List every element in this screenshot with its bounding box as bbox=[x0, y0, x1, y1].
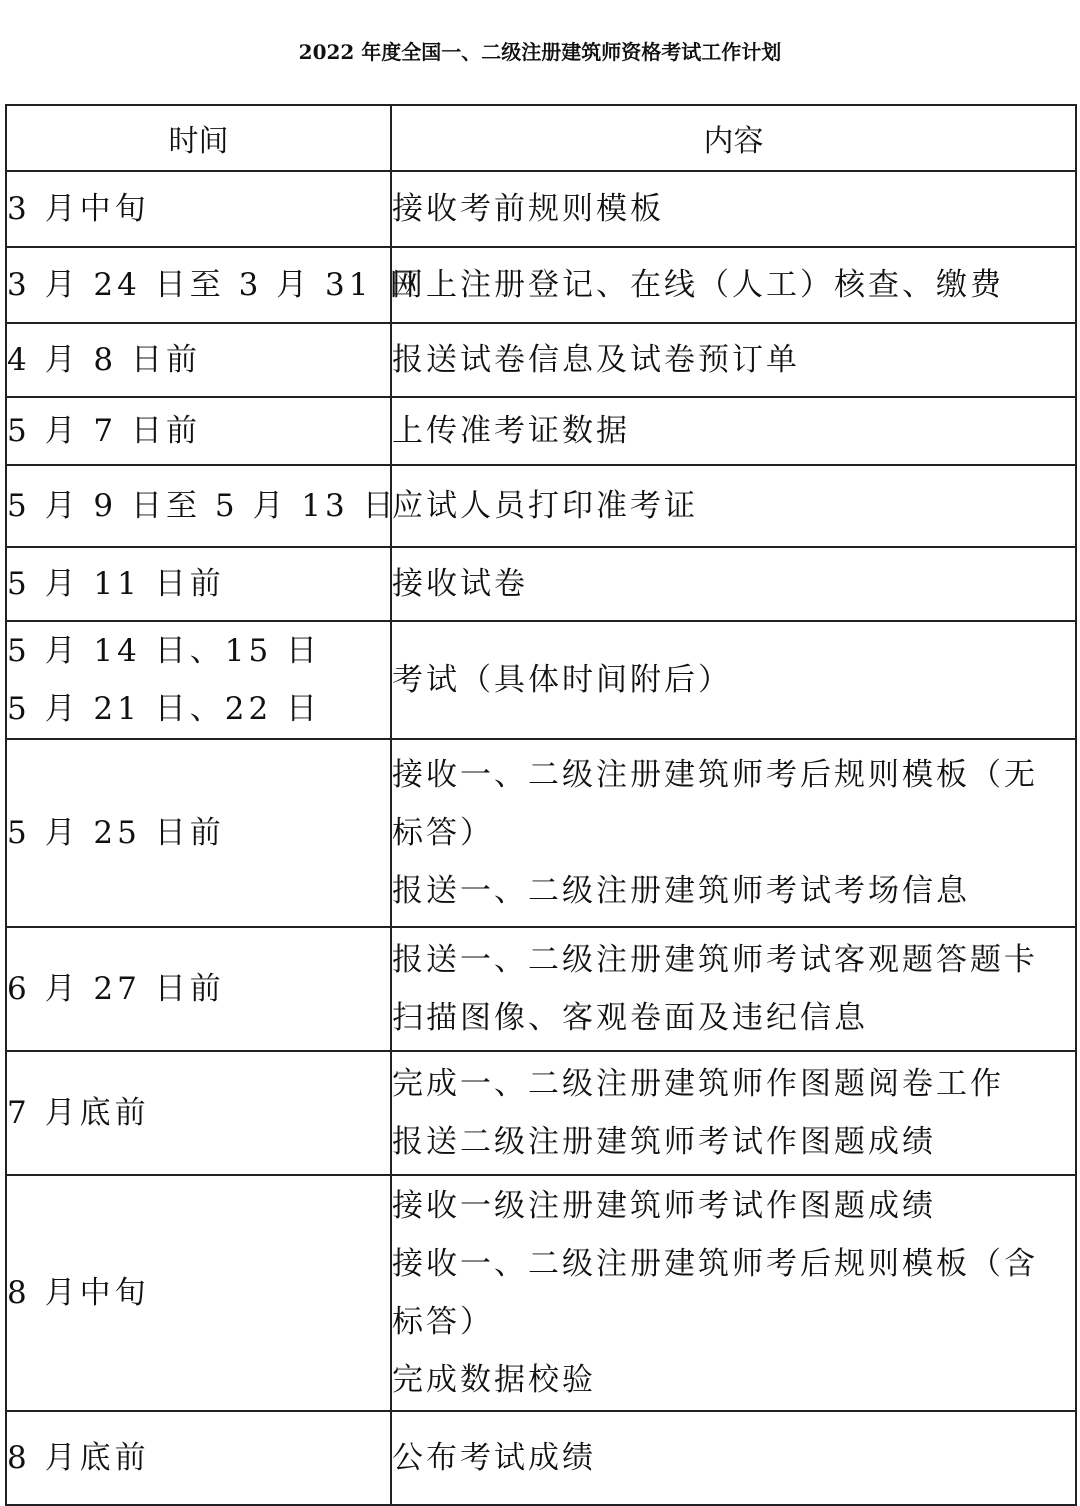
time-text: 5 月 14 日、15 日 bbox=[7, 633, 322, 669]
content-text: 扫描图像、客观卷面及违纪信息 bbox=[392, 1000, 868, 1036]
time-text: 5 月 11 日前 bbox=[7, 566, 225, 602]
time-text: 5 月 7 日前 bbox=[7, 413, 202, 449]
column-header-time: 时间 bbox=[6, 105, 391, 171]
content-text: 报送一、二级注册建筑师考试客观题答题卡 bbox=[392, 942, 1038, 978]
content-cell bbox=[391, 1175, 1076, 1411]
content-text: 完成数据校验 bbox=[392, 1362, 596, 1398]
page-title: 2022 年度全国一、二级注册建筑师资格考试工作计划 bbox=[298, 40, 782, 64]
content-cell bbox=[391, 547, 1076, 621]
schedule-table bbox=[5, 104, 1077, 1506]
time-text: 6 月 27 日前 bbox=[7, 971, 225, 1007]
time-cell bbox=[6, 927, 391, 1051]
time-text: 5 月 25 日前 bbox=[7, 815, 225, 851]
content-text: 公布考试成绩 bbox=[392, 1440, 596, 1476]
time-cell bbox=[6, 621, 391, 739]
time-cell bbox=[6, 1411, 391, 1505]
time-cell bbox=[6, 739, 391, 927]
time-cell bbox=[6, 397, 391, 465]
time-text: 3 月 24 日至 3 月 31 日 bbox=[7, 267, 422, 303]
time-text: 7 月底前 bbox=[7, 1095, 150, 1131]
time-cell bbox=[6, 547, 391, 621]
table-row bbox=[6, 621, 1076, 739]
content-text: 报送一、二级注册建筑师考试考场信息 bbox=[392, 873, 970, 909]
content-text: 网上注册登记、在线（人工）核查、缴费 bbox=[392, 267, 1004, 303]
table-row bbox=[6, 927, 1076, 1051]
table-row bbox=[6, 1051, 1076, 1175]
content-text: 完成一、二级注册建筑师作图题阅卷工作 bbox=[392, 1066, 1004, 1102]
content-text: 应试人员打印准考证 bbox=[392, 488, 698, 524]
content-cell bbox=[391, 1051, 1076, 1175]
content-cell bbox=[391, 397, 1076, 465]
content-cell bbox=[391, 1411, 1076, 1505]
table-row bbox=[6, 171, 1076, 247]
time-text: 5 月 9 日至 5 月 13 日 bbox=[7, 488, 398, 524]
content-text: 接收试卷 bbox=[392, 566, 528, 602]
content-cell bbox=[391, 927, 1076, 1051]
table-row bbox=[6, 323, 1076, 397]
content-cell bbox=[391, 621, 1076, 739]
time-cell bbox=[6, 1175, 391, 1411]
content-cell bbox=[391, 739, 1076, 927]
content-cell bbox=[391, 323, 1076, 397]
table-row bbox=[6, 397, 1076, 465]
time-cell bbox=[6, 1051, 391, 1175]
table-row bbox=[6, 247, 1076, 323]
time-text: 3 月中旬 bbox=[7, 191, 150, 227]
content-text: 接收一、二级注册建筑师考后规则模板（含 bbox=[392, 1246, 1038, 1282]
content-cell bbox=[391, 247, 1076, 323]
content-text: 接收考前规则模板 bbox=[392, 191, 664, 227]
table-body bbox=[6, 171, 1076, 1505]
content-text: 考试（具体时间附后） bbox=[392, 662, 732, 698]
time-text: 5 月 21 日、22 日 bbox=[7, 691, 322, 727]
table-row bbox=[6, 1175, 1076, 1411]
table-header-row bbox=[6, 105, 1076, 171]
time-text: 8 月底前 bbox=[7, 1440, 150, 1476]
column-header-content: 内容 bbox=[391, 105, 1076, 171]
content-text: 报送试卷信息及试卷预订单 bbox=[392, 342, 800, 378]
content-cell bbox=[391, 171, 1076, 247]
content-text: 标答） bbox=[392, 815, 494, 851]
time-text: 4 月 8 日前 bbox=[7, 342, 202, 378]
content-text: 接收一级注册建筑师考试作图题成绩 bbox=[392, 1188, 936, 1224]
content-text: 上传准考证数据 bbox=[392, 413, 630, 449]
content-text: 标答） bbox=[392, 1304, 494, 1340]
content-text: 报送二级注册建筑师考试作图题成绩 bbox=[392, 1124, 936, 1160]
content-cell bbox=[391, 465, 1076, 547]
time-cell bbox=[6, 247, 422, 323]
content-text: 接收一、二级注册建筑师考后规则模板（无 bbox=[392, 757, 1038, 793]
time-cell bbox=[6, 171, 391, 247]
table-row bbox=[6, 739, 1076, 927]
time-cell bbox=[6, 465, 398, 547]
table-row bbox=[6, 547, 1076, 621]
table-row bbox=[6, 1411, 1076, 1505]
time-cell bbox=[6, 323, 391, 397]
table-row bbox=[6, 465, 1076, 547]
time-text: 8 月中旬 bbox=[7, 1275, 150, 1311]
